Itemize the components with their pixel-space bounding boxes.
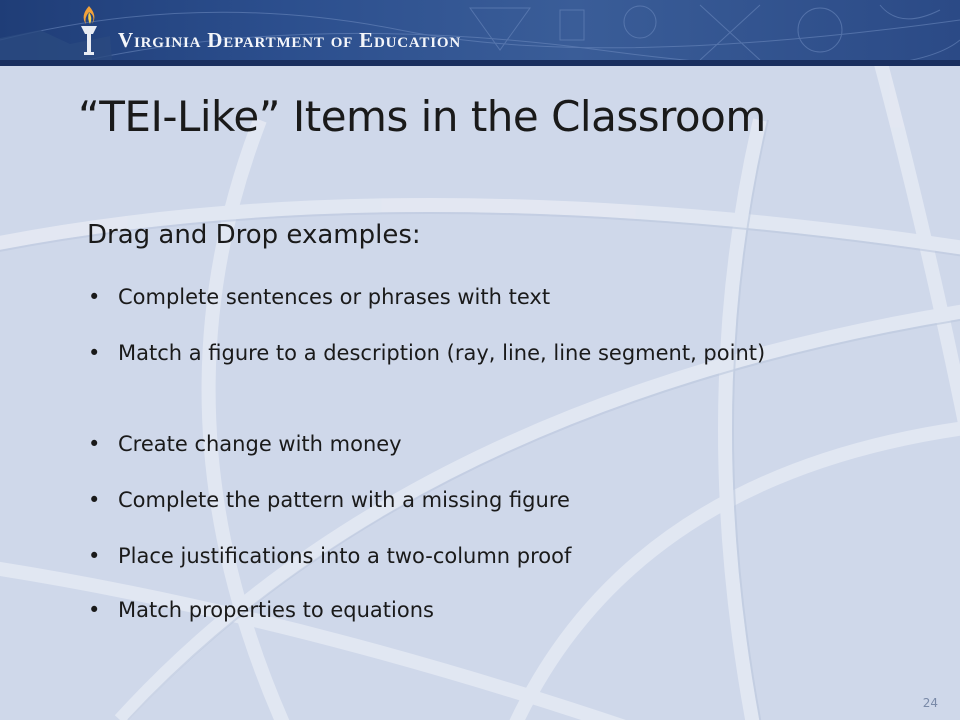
bullet-icon: • [88, 341, 101, 365]
bullet-text: Place justifications into a two-column proof [118, 544, 572, 568]
bullet-icon: • [88, 432, 101, 456]
slide-number: 24 [922, 696, 938, 710]
header-strip [0, 60, 960, 66]
content-subtitle: Drag and Drop examples: [87, 220, 421, 250]
organization-name: Virginia Department of Education [118, 28, 461, 52]
header-banner [0, 0, 960, 66]
bullet-icon: • [88, 544, 101, 568]
torch-icon [74, 4, 104, 58]
bullet-icon: • [88, 285, 101, 309]
bullet-icon: • [88, 488, 101, 512]
slide-title: “TEI-Like” Items in the Classroom [78, 92, 766, 141]
bullet-text: Match properties to equations [118, 598, 434, 622]
bullet-icon: • [88, 598, 101, 622]
bullet-text: Complete the pattern with a missing figure [118, 488, 570, 512]
bullet-text: Create change with money [118, 432, 402, 456]
bullet-text: Match a figure to a description (ray, line, line segment, point) [118, 341, 766, 365]
bullet-text: Complete sentences or phrases with text [118, 285, 551, 309]
